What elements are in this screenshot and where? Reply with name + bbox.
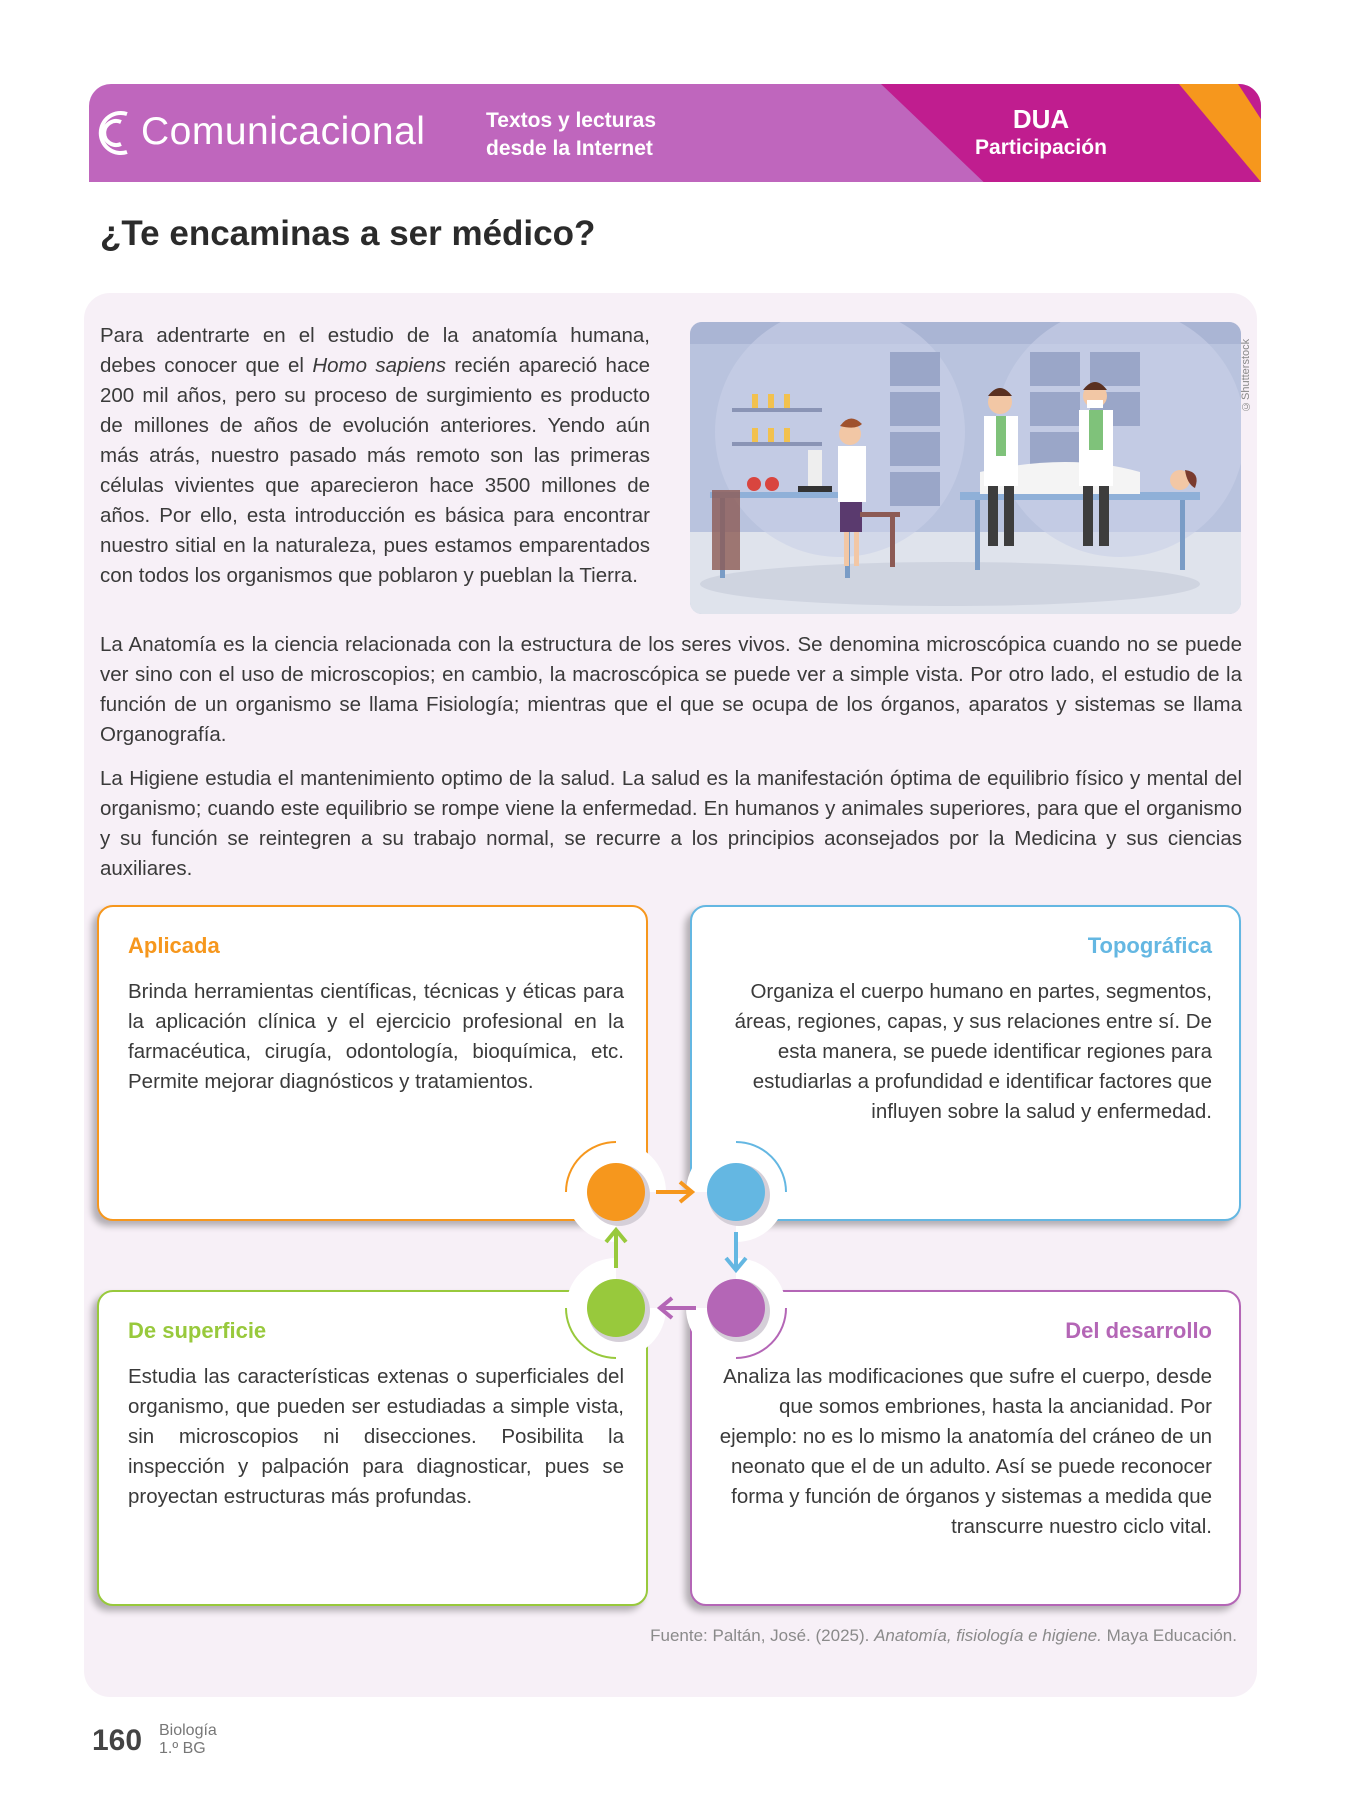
card-desarrollo-text: Analiza las modificaciones que sufre el cuerpo, desde que somos embriones, hasta la ancianidad. Por ejemplo: no es lo mismo la anatomía del cráneo de un neonato que el de un adulto. Así se puede reconocer forma y función de órganos y sistemas a medida que transcurre nuestro ciclo vital.: [719, 1365, 1212, 1538]
page-title: ¿Te encaminas a ser médico?: [100, 214, 596, 253]
blue-node: [707, 1163, 765, 1221]
purple-node: [707, 1279, 765, 1337]
footer-subject-name: Biología: [159, 1722, 217, 1739]
footer-subject: [159, 1722, 217, 1758]
card-desarrollo-title: Del desarrollo: [1065, 1318, 1212, 1343]
card-superficie-text: Estudia las características extenas o superficiales del organismo, que pueden ser estudiadas a simple vista, sin microscopios ni disecciones. Posibilita la inspección y palpación para diagnosticar, pues se proyectan estructuras más profundas.: [128, 1365, 624, 1508]
comunicacional-logo-icon: [89, 102, 135, 164]
orange-node: [587, 1163, 645, 1221]
dua-subtitle: Participación: [975, 136, 1107, 159]
card-topografica-title: Topográfica: [1087, 933, 1212, 958]
footer-grade: 1.º BG: [159, 1740, 206, 1757]
green-node: [587, 1279, 645, 1337]
header-subtitle-line1: Textos y lecturas: [486, 109, 657, 132]
header-banner: [89, 84, 1261, 182]
source-prefix: Fuente: Paltán, José. (2025).: [650, 1626, 875, 1645]
card-superficie-title: De superficie: [128, 1318, 267, 1343]
laboratory-illustration: [690, 322, 1241, 614]
header-subtitle-line2: desde la Internet: [486, 137, 653, 160]
intro-italic: Homo sapiens: [312, 354, 447, 377]
dua-title: DUA: [1012, 104, 1070, 134]
card-aplicada-text: Brinda herramientas científicas, técnicas y éticas para la aplicación clínica y el ejercicio profesional en la farmacéutica, cirugía, odontología, bioquímica, etc. Permite mejorar diagnósticos y tratamientos.: [128, 980, 624, 1093]
intro-paragraph: [100, 321, 650, 591]
card-aplicada-title: Aplicada: [128, 933, 220, 958]
brand-name: Comunicacional: [141, 110, 426, 153]
cycle-diagram: [560, 1130, 792, 1360]
intro-part2: recién apareció hace 200 mil años, pero su proceso de surgimiento es producto de millones de años de evolución anteriores. Yendo aún más atrás, nuestro pasado más remoto son las primeras células vivientes que aparecieron hace 3500 millones de años. Por ello, esta introducción es básica para encontrar nuestro sitial en la naturaleza, pues estamos emparentados con todos los organismos que poblaron y pueblan la Tierra.: [100, 354, 651, 587]
hygiene-paragraph: La Higiene estudia el mantenimiento optimo de la salud. La salud es la manifestación óptima de equilibrio físico y mental del organismo; cuando este equilibrio se rompe viene la enfermedad. En humanos y animales superiores, para que el organismo y su función se reintegren a su trabajo normal, se recurre a los principios aconsejados por la Medicina y sus ciencias auxiliares.: [100, 767, 1242, 880]
image-credit: ©Shutterstock: [1240, 338, 1252, 412]
card-topografica-text: Organiza el cuerpo humano en partes, segmentos, áreas, regiones, capas, y sus relaciones entre sí. De esta manera, se puede identificar regiones para estudiarlas a profundidad e identificar factores que influyen sobre la salud y enfermedad.: [734, 980, 1212, 1123]
header-subtitle: [486, 107, 656, 163]
source-citation: [650, 1626, 1237, 1646]
source-suffix: Maya Educación.: [1101, 1626, 1237, 1645]
intro-part1: Para adentrarte en el estudio de la anatomía humana, debes conocer que el: [100, 324, 650, 377]
anatomy-paragraph: La Anatomía es la ciencia relacionada con la estructura de los seres vivos. Se denomina microscópica cuando no se puede ver sino con el uso de microscopios; en cambio, la macroscópica se puede ver a simple vista. Por otro lado, el estudio de la función de un organismo se llama Fisiología; mientras que el que se ocupa de los órganos, aparatos y sistemas se llama Organografía.: [100, 633, 1242, 746]
page-number: 160: [92, 1724, 143, 1757]
source-title: Anatomía, fisiología e higiene.: [874, 1626, 1102, 1645]
lab-scene-image: [690, 322, 1241, 614]
dua-label: [961, 104, 1121, 162]
